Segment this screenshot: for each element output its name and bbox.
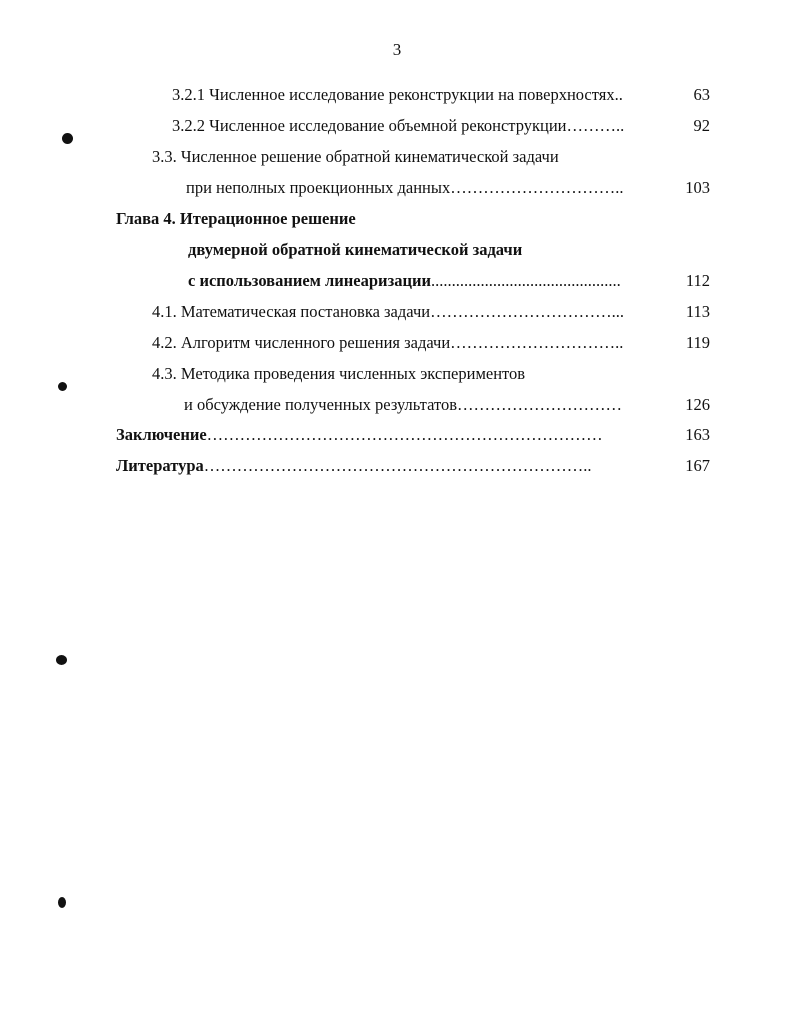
toc-page-number: 163: [685, 425, 710, 444]
toc-entry-title: 3.3. Численное решение обратной кинематической задачи: [152, 147, 559, 166]
toc-page-number: 103: [685, 178, 710, 197]
toc-chapter-4-cont2[interactable]: [188, 270, 662, 292]
toc-entry-4-3-cont[interactable]: [184, 394, 662, 416]
toc-entry-title: Глава 4. Итерационное решение: [116, 209, 356, 228]
toc-page-number: 63: [693, 85, 710, 104]
toc-entry-3-2-1[interactable]: [172, 84, 662, 106]
toc-entry-4-3[interactable]: [152, 363, 525, 385]
toc-entry-title: Литература: [116, 456, 204, 475]
toc-entry-title: 3.2.2 Численное исследование объемной реконструкции: [172, 116, 567, 135]
toc-leader-dots: …………………………: [457, 395, 622, 414]
toc-page-number: 92: [693, 116, 710, 135]
toc-literature[interactable]: [116, 455, 662, 477]
toc-chapter-4-cont1[interactable]: [188, 239, 522, 261]
toc-chapter-4[interactable]: [116, 208, 356, 230]
toc-leader-dots: ……………………………...: [430, 302, 624, 321]
toc-entry-3-3-cont[interactable]: [186, 177, 662, 199]
toc-entry-title: 3.2.1 Численное исследование реконструкции на поверхностях: [172, 85, 615, 104]
toc-leader-dots: …………………………..: [450, 333, 624, 352]
toc-entry-title: с использованием линеаризации: [188, 271, 431, 290]
toc-entry-3-2-2[interactable]: [172, 115, 662, 137]
toc-entry-title: при неполных проекционных данных: [186, 178, 451, 197]
toc-entry-title: 4.1. Математическая постановка задачи: [152, 302, 431, 321]
toc-entry-title: и обсуждение полученных результатов: [184, 395, 457, 414]
toc-leader-dots: ………..: [566, 116, 625, 135]
toc-page-number: 167: [685, 456, 710, 475]
toc-page-number: 112: [685, 271, 710, 290]
toc-entry-3-3[interactable]: [152, 146, 559, 168]
toc-entry-title: двумерной обратной кинематической задачи: [188, 240, 523, 259]
binder-hole-mark: [62, 133, 73, 144]
toc-conclusion[interactable]: [116, 424, 662, 446]
binder-hole-mark: [58, 897, 66, 908]
toc-entry-title: Заключение: [116, 425, 207, 444]
binder-hole-mark: [56, 655, 67, 665]
toc-entry-title: 4.2. Алгоритм численного решения задачи: [152, 333, 451, 352]
toc-leader-dots: …………………………..: [450, 178, 624, 197]
toc-leader-dots: ..............................................: [430, 271, 621, 290]
toc-page-number: 119: [685, 333, 710, 352]
toc-entry-title: 4.3. Методика проведения численных экспериментов: [152, 364, 526, 383]
toc-page-number: 126: [685, 395, 710, 414]
page-number: 3: [392, 40, 402, 59]
toc-leader-dots: ………………………………………………………………: [206, 425, 603, 444]
toc-leader-dots: ..: [614, 85, 623, 104]
toc-leader-dots: ……………………………………………………………..: [203, 456, 592, 475]
toc-entry-4-2[interactable]: [152, 332, 662, 354]
toc-page-number: 113: [685, 302, 710, 321]
toc-entry-4-1[interactable]: [152, 301, 662, 323]
binder-hole-mark: [58, 382, 67, 391]
